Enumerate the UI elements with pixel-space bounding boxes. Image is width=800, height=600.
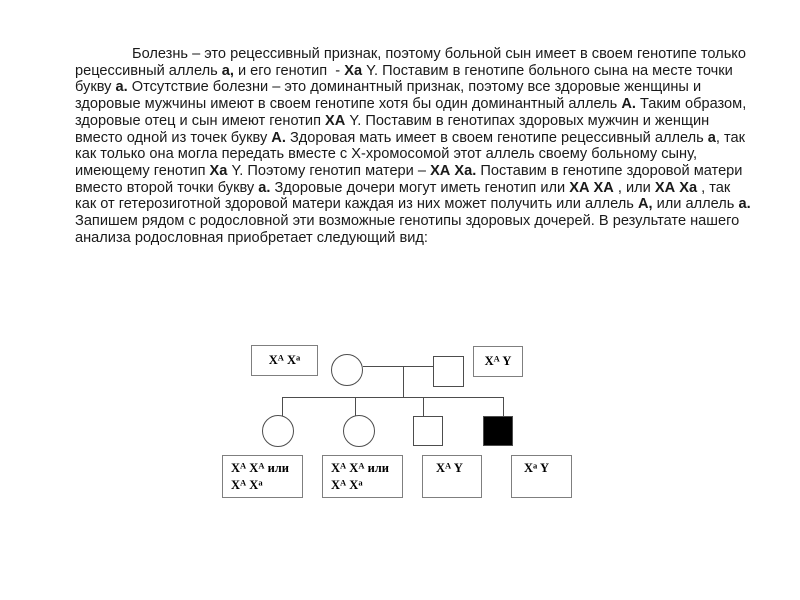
- mother-circle: [331, 354, 363, 386]
- descent-line: [403, 366, 404, 397]
- daughter-1-genotype-label: [222, 455, 303, 498]
- genotype-line: $X^A$ $X^a$: [331, 477, 363, 492]
- genotype-line: $X^a$ Y: [524, 460, 549, 475]
- daughter-2-genotype-label: [322, 455, 403, 498]
- genotype-line: $X^A$ Y: [436, 460, 463, 475]
- affected-son-square: [483, 416, 513, 446]
- father-square: [433, 356, 464, 387]
- genotype-line: $X^A$ $X^A$ или: [331, 460, 390, 475]
- daughter-1-circle: [262, 415, 294, 447]
- healthy-son-genotype-label: [422, 455, 482, 498]
- genotype-line: $X^A$ $X^a$: [231, 477, 263, 492]
- mother-genotype-label: [251, 345, 318, 376]
- child-drop-line-4: [503, 397, 504, 417]
- child-drop-line-3: [423, 397, 424, 417]
- father-genotype-text: $X^A$ Y: [484, 353, 512, 368]
- genotype-line: $X^A$ $X^A$ или: [231, 460, 290, 475]
- affected-son-genotype-label: [511, 455, 572, 498]
- father-genotype-label: [473, 346, 523, 377]
- mother-genotype-text: $X^A$ $X^a$: [268, 352, 301, 367]
- child-drop-line-1: [282, 397, 283, 416]
- marriage-line: [363, 366, 433, 367]
- child-drop-line-2: [355, 397, 356, 416]
- healthy-son-square: [413, 416, 443, 446]
- daughter-2-circle: [343, 415, 375, 447]
- sibship-line: [282, 397, 504, 398]
- paragraph-text: Болезнь – это рецессивный признак, поэтому больной сын имеет в своем генотипе только рецессивный аллель а, и его генотип - Ха Y. Поставим в генотипе больного сына на месте точки букву а. Отсутствие болезни – это доминантный признак, поэтому все здоровые женщины и здоровые мужчины имеют в своем генотипе хотя бы один доминантный аллель А. Таким образом, здоровые отец и сын имеют генотип ХА Y. Поставим в генотипах здоровых мужчин и женщин вместо одной из точек букву А. Здоровая мать имеет в своем генотипе рецессивный аллель а, так как только она могла передать вместе с Х-хромосомой этот аллель своему больному сыну, имеющему генотип Ха Y. Поэтому генотип матери – ХА Ха. Поставим в генотипе здоровой матери вместо второй точки букву а. Здоровые дочери могут иметь генотип или ХА ХА , или ХА Ха , так как от гетерозиготной здоровой матери каждая из них может получить или аллель А, или аллель а. Запишем рядом с родословной эти возможные генотипы здоровых дочерей. В результате нашего анализа родословная приобретает следующий вид:: [75, 46, 751, 246]
